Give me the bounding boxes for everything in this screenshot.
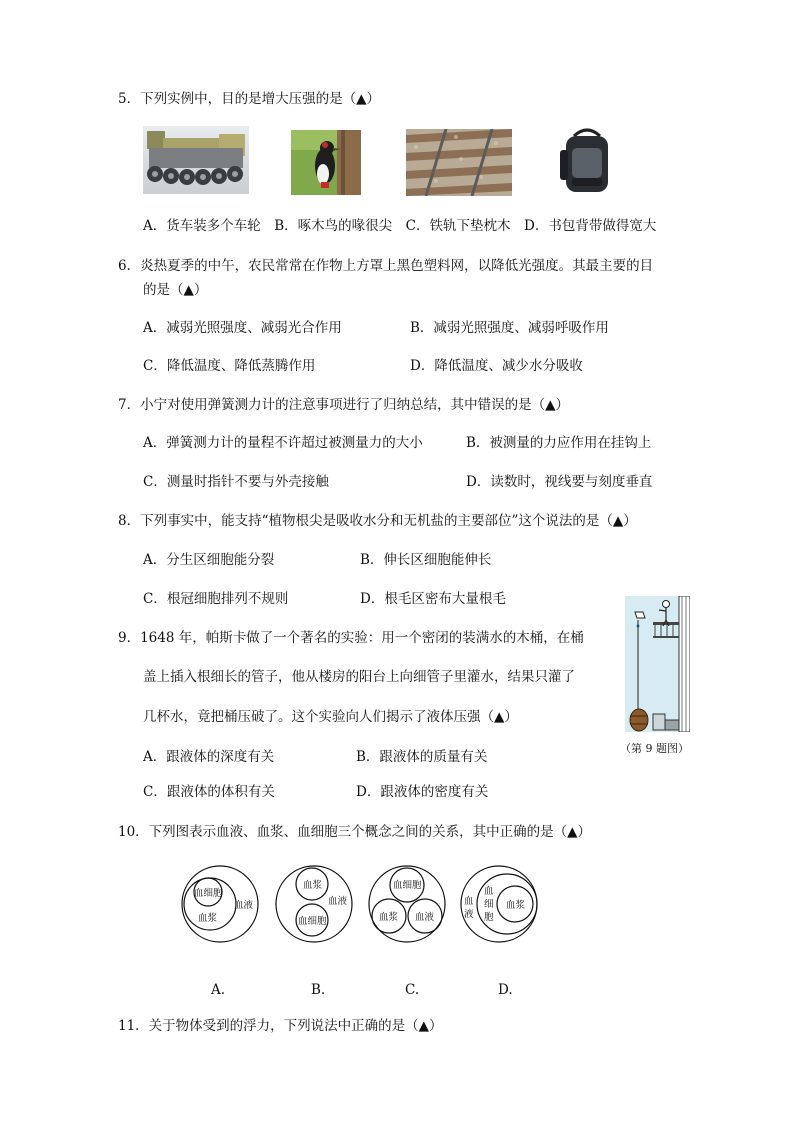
- pascal-barrel-figure: [625, 596, 690, 732]
- q7-option-b: B．被测量的力应作用在挂钩上: [466, 435, 652, 451]
- q9-option-c: C．跟液体的体积有关: [143, 784, 275, 800]
- venn-c-left-label: 血浆: [379, 912, 399, 923]
- q8-option-c: C．根冠细胞排列不规则: [143, 591, 289, 607]
- q6-option-d: D．降低温度、减少水分吸收: [410, 358, 583, 374]
- q9-option-b: B．跟液体的质量有关: [356, 749, 488, 765]
- q6-option-c: C．降低温度、降低蒸腾作用: [143, 358, 316, 374]
- q7-option-d: D．读数时，视线要与刻度垂直: [466, 474, 653, 490]
- venn-diagram-c: [367, 864, 447, 944]
- q6-option-a: A．减弱光照强度、减弱光合作用: [143, 320, 342, 336]
- venn-a-inner-label: 血细胞: [194, 888, 223, 899]
- venn-label-c: C.: [405, 982, 420, 998]
- venn-c-top-label: 血细胞: [393, 880, 422, 891]
- q6-stem-line2: 的是（▲）: [143, 282, 208, 298]
- q6-option-b: B．减弱光照强度、减弱呼吸作用: [410, 320, 609, 336]
- q9-stem-line2: 盖上插入根细长的管子，他从楼房的阳台上向细管子里灌水，结果只灌了: [143, 669, 575, 685]
- railway-image: [406, 129, 512, 196]
- q9-stem-line1: 9．1648 年，帕斯卡做了一个著名的实验：用一个密闭的装满水的木桶，在桶: [118, 630, 584, 646]
- venn-d-outer-char2: 液: [464, 909, 474, 920]
- venn-b-right-label: 血液: [328, 896, 348, 907]
- q9-option-a: A．跟液体的深度有关: [143, 749, 275, 765]
- q5-stem: 5．下列实例中，目的是增大压强的是（▲）: [118, 91, 380, 107]
- venn-label-a: A.: [211, 982, 226, 998]
- venn-b-top-label: 血浆: [303, 880, 323, 891]
- venn-d-inner-label: 血浆: [506, 900, 526, 911]
- q7-option-c: C．测量时指针不要与外壳接触: [143, 474, 329, 490]
- q7-stem: 7．小宁对使用弹簧测力计的注意事项进行了归纳总结，其中错误的是（▲）: [118, 397, 569, 413]
- venn-diagram-b: [274, 864, 354, 944]
- q8-option-d: D．根毛区密布大量根毛: [360, 591, 506, 607]
- venn-a-outer-label: 血液: [234, 900, 254, 911]
- venn-d-middle-char3: 胞: [484, 912, 494, 923]
- q10-stem: 10．下列图表示血液、血浆、血细胞三个概念之间的关系，其中正确的是（▲）: [118, 824, 592, 840]
- q6-stem-line1: 6．炎热夏季的中午，农民常常在作物上方罩上黑色塑料网，以降低光强度。其最主要的目: [118, 258, 654, 274]
- q8-option-b: B．伸长区细胞能伸长: [360, 552, 492, 568]
- venn-a-middle-label: 血浆: [198, 913, 218, 924]
- q5-options: A．货车装多个车轮 B．啄木鸟的喙很尖 C．铁轨下垫枕木 D．书包背带做得宽大: [143, 218, 657, 234]
- q8-stem: 8．下列事实中，能支持“植物根尖是吸收水分和无机盐的主要部位”这个说法的是（▲）: [118, 513, 637, 529]
- q9-stem-line3: 几杯水，竟把桶压破了。这个实验向人们揭示了液体压强（▲）: [143, 709, 518, 725]
- venn-diagram-a: [180, 864, 260, 944]
- backpack-image: [556, 126, 618, 196]
- q11-stem: 11．关于物体受到的浮力，下列说法中正确的是（▲）: [118, 1018, 443, 1034]
- venn-b-bottom-label: 血细胞: [298, 916, 327, 927]
- venn-d-outer-char1: 血: [464, 896, 474, 907]
- q9-option-d: D．跟液体的密度有关: [356, 784, 489, 800]
- venn-diagram-d: [459, 864, 539, 944]
- q8-option-a: A．分生区细胞能分裂: [143, 552, 275, 568]
- venn-label-b: B.: [311, 982, 326, 998]
- venn-d-middle-char1: 血: [484, 886, 494, 897]
- truck-image: [143, 126, 249, 194]
- woodpecker-image: [291, 130, 361, 195]
- q7-option-a: A．弹簧测力计的量程不许超过被测量力的大小: [143, 435, 423, 451]
- q9-figure-caption: （第 9 题图）: [620, 742, 689, 755]
- venn-c-right-label: 血液: [415, 912, 435, 923]
- venn-d-middle-char2: 细: [484, 899, 494, 910]
- venn-label-d: D.: [498, 982, 513, 998]
